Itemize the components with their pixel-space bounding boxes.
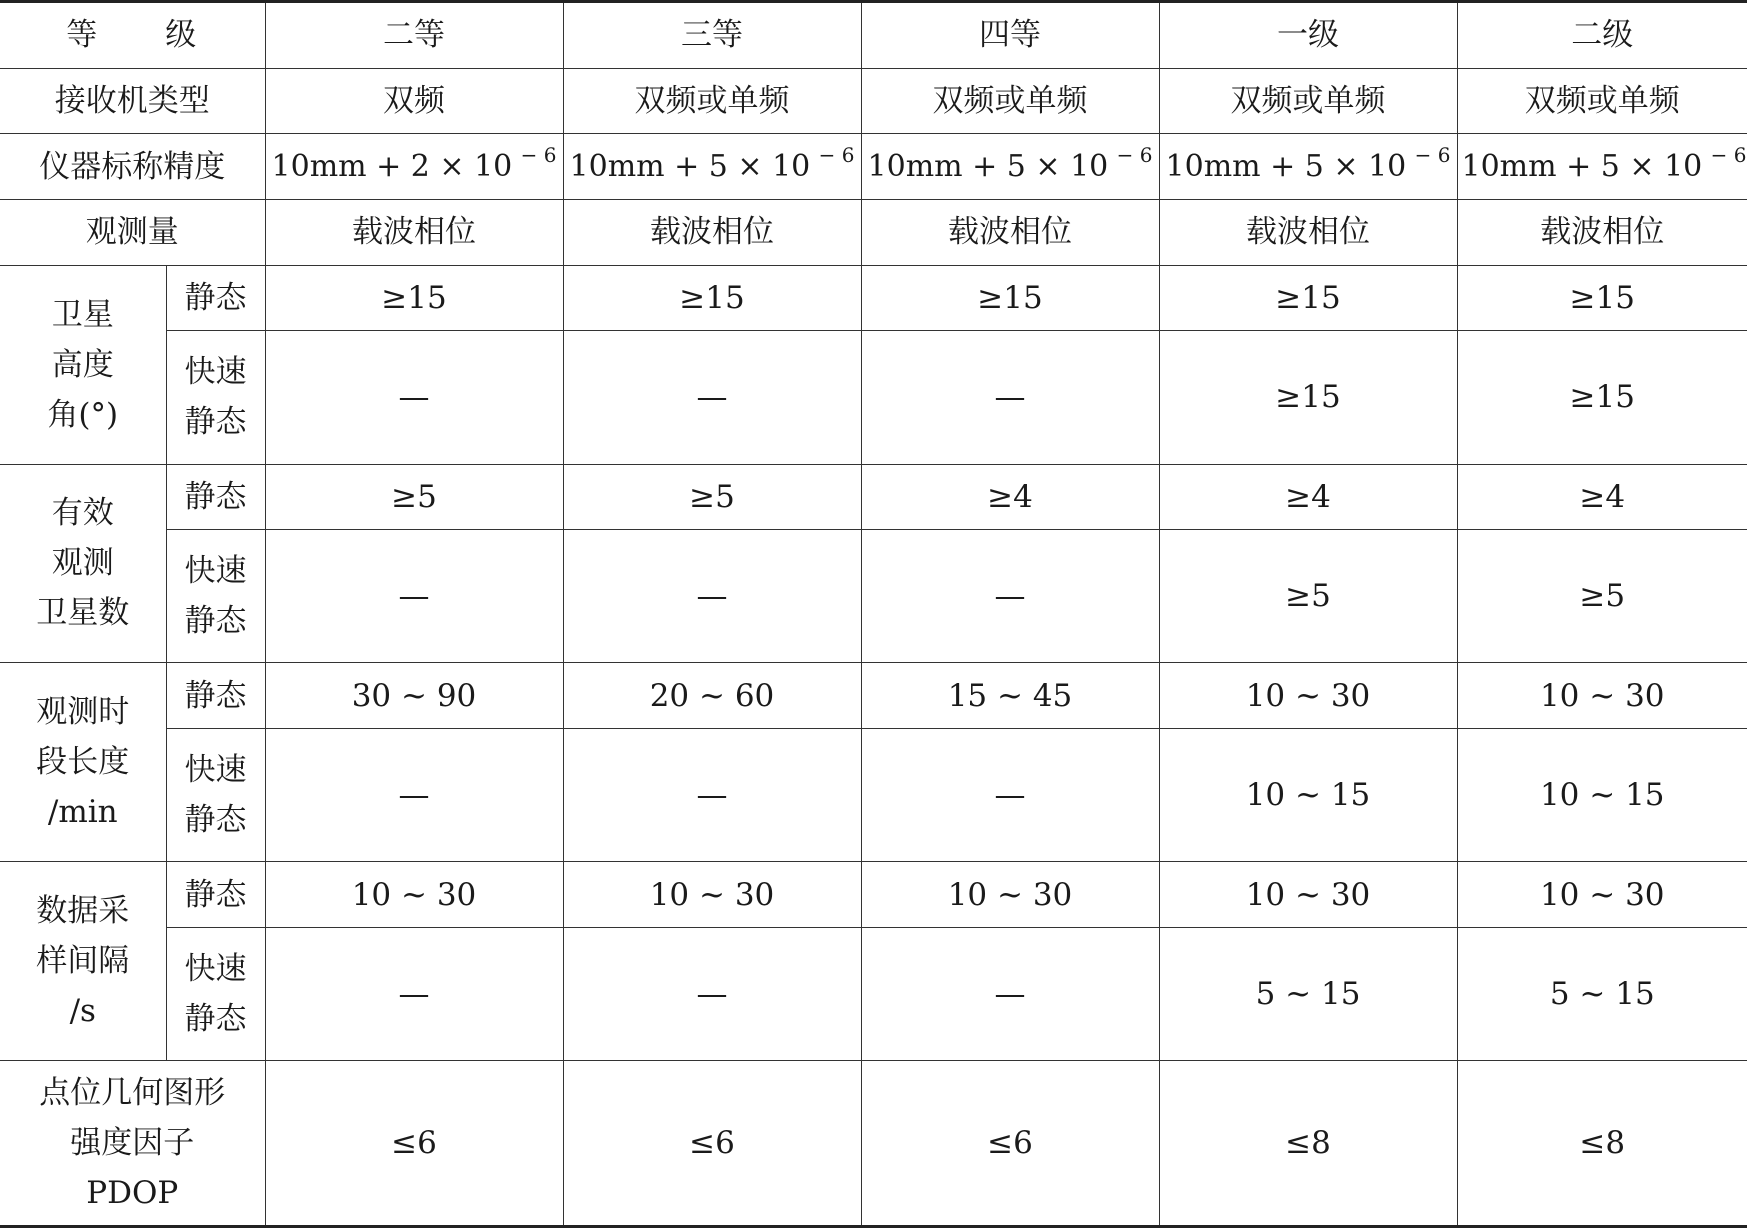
satellites-static-cell: ≥4	[1159, 464, 1457, 530]
label-line: 观测时	[36, 694, 130, 731]
header-row	[0, 2, 1747, 69]
duration-rapid-cell: —	[265, 729, 563, 862]
label-line: 快速	[184, 752, 247, 789]
label-line: 观测	[51, 545, 114, 582]
grade-cell: 二级	[1457, 2, 1747, 69]
grade-cell: 一级	[1159, 2, 1457, 69]
satellites-static-cell: ≥4	[861, 464, 1159, 530]
precision-exponent: − 6	[1110, 142, 1153, 167]
grade-cell: 二等	[265, 2, 563, 69]
elevation-static-cell: ≥15	[563, 265, 861, 331]
label-line: 高度	[51, 346, 114, 383]
pdop-label	[0, 1061, 265, 1227]
elevation-static-row	[0, 265, 1747, 331]
duration-rapid-cell: 10 ~ 15	[1457, 729, 1747, 862]
label-line: PDOP	[86, 1175, 179, 1212]
precision-label: 仪器标称精度	[0, 134, 265, 200]
satellites-rapid-row	[0, 530, 1747, 663]
satellites-static-cell: ≥4	[1457, 464, 1747, 530]
label-line: 点位几何图形	[39, 1075, 226, 1112]
mode-static-label: 静态	[166, 862, 265, 928]
observable-cell: 载波相位	[861, 199, 1159, 265]
observable-row	[0, 199, 1747, 265]
duration-static-cell: 10 ~ 30	[1159, 663, 1457, 729]
label-line: 有效	[51, 495, 114, 532]
satellites-rapid-cell: ≥5	[1159, 530, 1457, 663]
interval-rapid-cell: 5 ~ 15	[1159, 928, 1457, 1061]
interval-rapid-cell: —	[563, 928, 861, 1061]
pdop-cell: ≤8	[1159, 1061, 1457, 1227]
label-line: 数据采	[36, 893, 130, 930]
precision-base: 10mm + 2 × 10	[271, 148, 513, 184]
duration-static-cell: 15 ~ 45	[861, 663, 1159, 729]
duration-rapid-cell: —	[861, 729, 1159, 862]
satellites-rapid-cell: ≥5	[1457, 530, 1747, 663]
elevation-static-cell: ≥15	[265, 265, 563, 331]
label-line: /s	[69, 993, 96, 1030]
interval-static-cell: 10 ~ 30	[861, 862, 1159, 928]
pdop-row	[0, 1061, 1747, 1227]
pdop-cell: ≤6	[861, 1061, 1159, 1227]
precision-base: 10mm + 5 × 10	[867, 148, 1109, 184]
receiver-cell: 双频或单频	[563, 68, 861, 134]
receiver-cell: 双频	[265, 68, 563, 134]
label-line: 卫星	[51, 296, 114, 333]
interval-static-cell: 10 ~ 30	[265, 862, 563, 928]
mode-rapid-label	[166, 331, 265, 464]
receiver-label: 接收机类型	[0, 68, 265, 134]
interval-rapid-cell: —	[861, 928, 1159, 1061]
mode-static-label: 静态	[166, 663, 265, 729]
grade-cell: 四等	[861, 2, 1159, 69]
elevation-rapid-cell: ≥15	[1159, 331, 1457, 464]
observable-cell: 载波相位	[1159, 199, 1457, 265]
receiver-cell: 双频或单频	[1159, 68, 1457, 134]
satellites-static-cell: ≥5	[265, 464, 563, 530]
duration-rapid-row	[0, 729, 1747, 862]
precision-base: 10mm + 5 × 10	[1165, 148, 1407, 184]
satellites-label	[0, 464, 166, 663]
observable-cell: 载波相位	[265, 199, 563, 265]
label-line: 静态	[184, 802, 247, 839]
satellites-rapid-cell: —	[861, 530, 1159, 663]
duration-rapid-cell: —	[563, 729, 861, 862]
receiver-cell: 双频或单频	[1457, 68, 1747, 134]
interval-static-row	[0, 862, 1747, 928]
label-line: 卫星数	[36, 595, 130, 632]
precision-exponent: − 6	[1408, 142, 1451, 167]
duration-static-cell: 10 ~ 30	[1457, 663, 1747, 729]
mode-rapid-label	[166, 530, 265, 663]
elevation-label	[0, 265, 166, 464]
pdop-cell: ≤6	[563, 1061, 861, 1227]
interval-static-cell: 10 ~ 30	[1159, 862, 1457, 928]
duration-rapid-cell: 10 ~ 15	[1159, 729, 1457, 862]
mode-rapid-label	[166, 729, 265, 862]
receiver-cell: 双频或单频	[861, 68, 1159, 134]
elevation-rapid-cell: —	[861, 331, 1159, 464]
precision-cell	[1457, 134, 1747, 200]
elevation-static-cell: ≥15	[1457, 265, 1747, 331]
label-line: 静态	[184, 404, 247, 441]
mode-static-label: 静态	[166, 464, 265, 530]
pdop-cell: ≤6	[265, 1061, 563, 1227]
elevation-static-cell: ≥15	[1159, 265, 1457, 331]
mode-rapid-label	[166, 928, 265, 1061]
observable-cell: 载波相位	[1457, 199, 1747, 265]
label-line: 快速	[184, 951, 247, 988]
elevation-static-cell: ≥15	[861, 265, 1159, 331]
elevation-rapid-cell: —	[563, 331, 861, 464]
label-line: 静态	[184, 603, 247, 640]
satellites-static-cell: ≥5	[563, 464, 861, 530]
receiver-row	[0, 68, 1747, 134]
observable-label: 观测量	[0, 199, 265, 265]
label-line: 角(°)	[47, 396, 119, 433]
interval-static-cell: 10 ~ 30	[563, 862, 861, 928]
precision-row	[0, 134, 1747, 200]
precision-cell	[265, 134, 563, 200]
interval-rapid-row	[0, 928, 1747, 1061]
mode-static-label: 静态	[166, 265, 265, 331]
precision-base: 10mm + 5 × 10	[569, 148, 811, 184]
precision-exponent: − 6	[514, 142, 557, 167]
precision-base: 10mm + 5 × 10	[1461, 148, 1703, 184]
grade-cell: 三等	[563, 2, 861, 69]
label-line: 静态	[184, 1001, 247, 1038]
satellites-rapid-cell: —	[265, 530, 563, 663]
label-line: 样间隔	[36, 943, 130, 980]
satellites-static-row	[0, 464, 1747, 530]
precision-cell	[1159, 134, 1457, 200]
duration-static-cell: 20 ~ 60	[563, 663, 861, 729]
elevation-rapid-cell: —	[265, 331, 563, 464]
duration-static-row	[0, 663, 1747, 729]
precision-cell	[563, 134, 861, 200]
interval-label	[0, 862, 166, 1061]
duration-static-cell: 30 ~ 90	[265, 663, 563, 729]
precision-exponent: − 6	[812, 142, 855, 167]
grade-header-label: 等 级	[0, 2, 265, 69]
pdop-cell: ≤8	[1457, 1061, 1747, 1227]
label-line: 快速	[184, 354, 247, 391]
elevation-rapid-row	[0, 331, 1747, 464]
interval-rapid-cell: 5 ~ 15	[1457, 928, 1747, 1061]
interval-rapid-cell: —	[265, 928, 563, 1061]
label-line: 段长度	[36, 744, 130, 781]
label-line: 快速	[184, 553, 247, 590]
precision-exponent: − 6	[1704, 142, 1747, 167]
elevation-rapid-cell: ≥15	[1457, 331, 1747, 464]
label-line: /min	[47, 794, 118, 831]
interval-static-cell: 10 ~ 30	[1457, 862, 1747, 928]
observable-cell: 载波相位	[563, 199, 861, 265]
precision-cell	[861, 134, 1159, 200]
satellites-rapid-cell: —	[563, 530, 861, 663]
duration-label	[0, 663, 166, 862]
label-line: 强度因子	[70, 1125, 195, 1162]
